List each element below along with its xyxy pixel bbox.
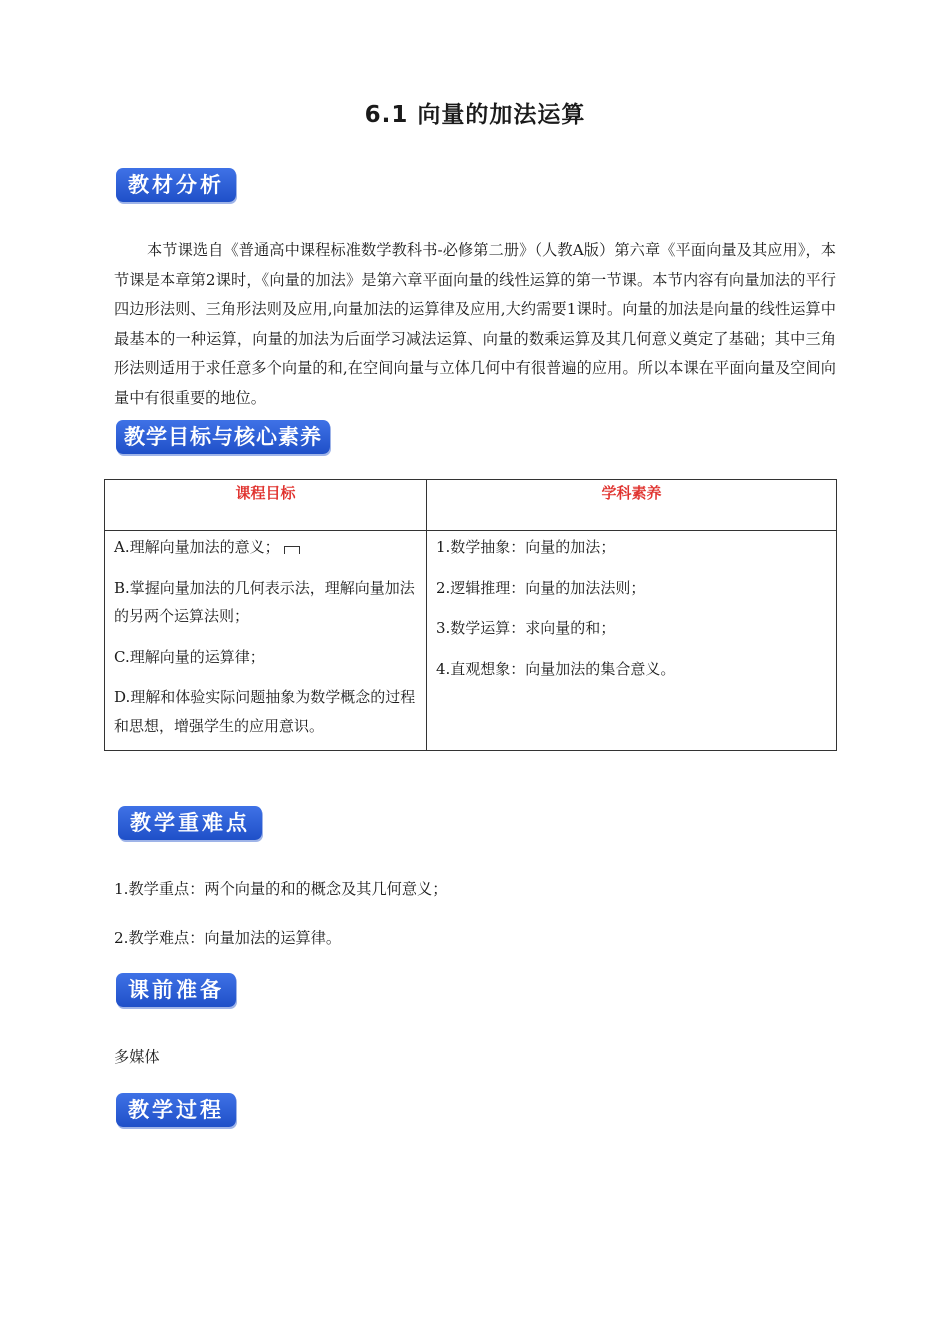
literacy-item: 2.逻辑推理：向量的加法法则； <box>436 578 646 597</box>
section-badge-goals: 教学目标与核心素养 <box>116 420 330 454</box>
literacy-item: 4.直观想象：向量加法的集合意义。 <box>436 659 676 678</box>
goals-table <box>104 479 837 751</box>
header-course-goals: 课程目标 <box>105 480 427 531</box>
analysis-paragraph: 本节课选自《普通高中课程标准数学教科书-必修第二册》（人教A版）第六章《平面向量及其应用》，本节课是本章第2课时，《向量的加法》是第六章平面向量的线性运算的第一节课。本节内容有向量加法的平行四边形法则、三角形法则及应用,向量加法的运算律及应用,大约需要1课时。向量的加法是向量的线性运算中最基本的一种运算，向量的加法为后面学习减法运算、向量的数乘运算及其几何意义奠定了基础；其中三角形法则适用于求任意多个向量的和,在空间向量与立体几何中有很普遍的应用。所以本课在平面向量及空间向量中有很重要的地位。 <box>114 241 836 407</box>
literacy-cell <box>427 531 837 751</box>
course-goal-item: B.掌握向量加法的几何表示法，理解向量加法的另两个运算法则； <box>114 578 415 625</box>
literacy-item: 3.数学运算：求向量的和； <box>436 619 616 637</box>
key-point-focus: 1.教学重点：两个向量的和的概念及其几何意义； <box>114 880 448 898</box>
literacy-item: 1.数学抽象：向量的加法； <box>436 538 616 556</box>
section-badge-analysis: 教材分析 <box>116 168 236 202</box>
course-goals-cell <box>105 531 427 751</box>
page-title: 6.1 向量的加法运算 <box>364 102 586 128</box>
header-literacy: 学科素养 <box>427 480 837 531</box>
course-goal-item: D.理解和体验实际问题抽象为数学概念的过程和思想，增强学生的应用意识。 <box>114 688 416 735</box>
section-badge-process: 教学过程 <box>116 1093 236 1127</box>
course-goal-item: A.理解向量加法的意义； <box>114 533 418 562</box>
section-badge-key-points: 教学重难点 <box>118 806 262 840</box>
section-badge-preparation: 课前准备 <box>116 973 236 1007</box>
course-goal-item: C.理解向量的运算律； <box>114 647 265 666</box>
key-point-difficulty: 2.教学难点：向量加法的运算律。 <box>114 929 342 947</box>
preparation-text: 多媒体 <box>114 1048 160 1066</box>
goals-table-body-row <box>105 531 837 751</box>
goals-table-header-row <box>105 480 837 531</box>
